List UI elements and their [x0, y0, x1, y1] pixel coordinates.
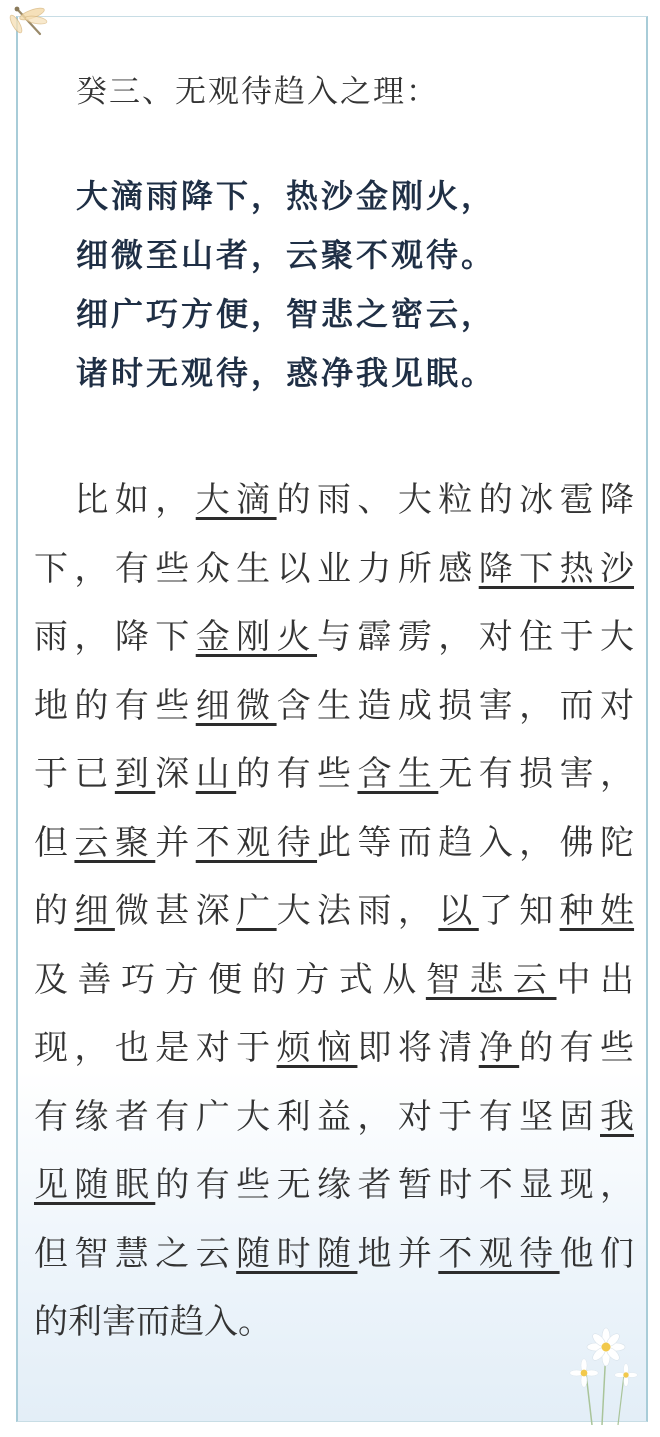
text-segment: 于已: [34, 754, 115, 794]
text-segment: 微甚深: [114, 891, 237, 931]
verse-line: 细微至山者，云聚不观待。: [76, 236, 497, 274]
underlined-term: 烦恼: [276, 1028, 358, 1068]
text-segment: 并: [155, 822, 196, 863]
commentary-paragraph: [34, 470, 634, 1361]
verse-line: 诸时无观待，惑净我见眠。: [76, 354, 497, 392]
text-segment: 现，也是对于: [34, 1028, 277, 1068]
commentary-line: [34, 607, 634, 676]
text-segment: 下，有些众生以业力所感: [34, 548, 479, 589]
underlined-term: 智悲云: [425, 959, 557, 1000]
underlined-term: 云聚: [74, 822, 156, 863]
text-segment: 中出: [556, 959, 635, 1000]
text-segment: 此等而趋入，佛陀: [317, 822, 635, 863]
commentary-line: [34, 676, 634, 745]
underlined-term: 见随眠: [34, 1165, 156, 1205]
text-segment: 有缘者有广大利益，对于有坚固: [34, 1096, 600, 1137]
underlined-term: 不观待: [438, 1233, 560, 1274]
verse-line: 细广巧方便，智悲之密云，: [76, 295, 497, 333]
verse-line: 大滴雨降下，热沙金刚火，: [76, 177, 497, 215]
text-segment: 含生造成损害，而对: [276, 685, 635, 726]
commentary-line: [34, 1224, 634, 1293]
dragonfly-icon: [6, 4, 54, 44]
underlined-term: 净: [478, 1028, 520, 1068]
underlined-term: 以: [438, 891, 479, 931]
commentary-line: [34, 1087, 634, 1156]
commentary-line: [34, 1018, 634, 1087]
underlined-term: 到: [114, 754, 156, 794]
text-segment: 的雨、大粒的冰雹降: [276, 480, 635, 520]
commentary-line: [34, 470, 634, 539]
text-segment: 的利害而趋入。: [34, 1302, 272, 1342]
text-segment: 与霹雳，对住于大: [317, 617, 635, 657]
underlined-term: 大滴: [195, 480, 277, 520]
text-segment: 他们: [559, 1233, 635, 1274]
verse-block: [76, 170, 496, 406]
text-segment: 即将清: [357, 1028, 479, 1068]
text-segment: 但: [34, 822, 75, 863]
text-segment: 及善巧方便的方式从: [34, 959, 426, 1000]
underlined-term: 不观待: [195, 822, 318, 863]
underlined-term: 细微: [195, 685, 277, 726]
underlined-term: 种姓: [559, 891, 635, 931]
text-segment: 雨，降下: [34, 617, 196, 657]
text-segment: 了知: [478, 891, 560, 931]
text-segment: 地并: [357, 1233, 439, 1274]
text-segment: 比如，: [34, 480, 196, 520]
commentary-line: [34, 881, 634, 950]
underlined-term: 随时随: [236, 1233, 358, 1274]
section-title: 癸三、无观待趋入之理：: [76, 74, 439, 110]
text-segment: 的有些无缘者暂时不显现，: [155, 1165, 635, 1205]
commentary-line: [34, 950, 634, 1019]
underlined-term: 我: [600, 1096, 634, 1137]
text-segment: 地的有些: [34, 685, 196, 726]
text-segment: 的有些: [519, 1028, 635, 1068]
commentary-line: [34, 744, 634, 813]
text-segment: 的: [34, 891, 75, 931]
commentary-line: [34, 539, 634, 608]
underlined-term: 含生: [357, 754, 439, 794]
text-segment: 大法雨，: [276, 891, 439, 931]
text-segment: 深: [155, 754, 196, 794]
underlined-term: 山: [195, 754, 237, 794]
underlined-term: 降下热沙: [478, 548, 635, 589]
underlined-term: 金刚火: [195, 617, 318, 657]
underlined-term: 广: [236, 891, 277, 931]
text-segment: 的有些: [236, 754, 358, 794]
text-segment: 无有损害，: [438, 754, 635, 794]
underlined-term: 细: [74, 891, 115, 931]
commentary-line: [34, 813, 634, 882]
commentary-line: [34, 1155, 634, 1224]
daisy-flowers-icon: [562, 1315, 652, 1425]
text-segment: 但智慧之云: [34, 1233, 237, 1274]
commentary-line: [34, 1292, 634, 1361]
